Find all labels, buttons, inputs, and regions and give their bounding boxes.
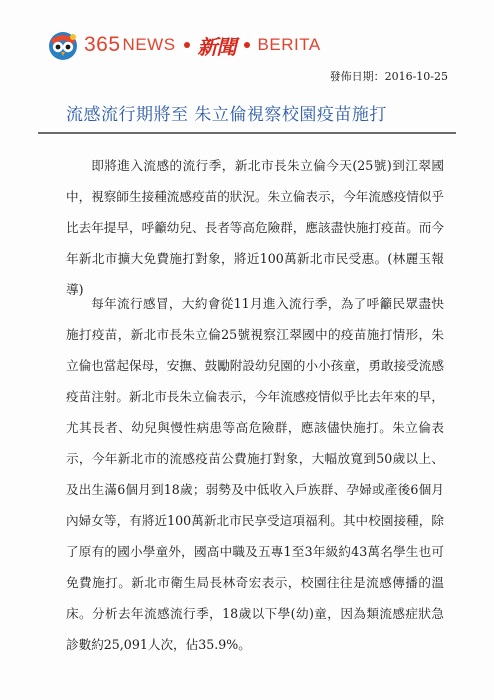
separator-dot <box>184 42 190 48</box>
publish-date: 發佈日期：2016-10-25 <box>329 70 448 83</box>
headline-divider <box>38 132 456 134</box>
brand-news: NEWS <box>122 35 176 54</box>
separator-dot <box>244 42 250 48</box>
masthead <box>46 28 321 62</box>
brand-number: 365 <box>84 33 121 56</box>
article-paragraph: 即將進入流感的流行季，新北市長朱立倫今天(25號)到江翠國中，視察師生接種流感疫苗的狀況。朱立倫表示，今年流感疫情似乎比去年提早，呼籲幼兒、長者等高危險群，應該盡快施打疫苗。而今年新北市擴大免費施打對象，將近100萬新北市民受惠。(林麗玉報導) <box>66 158 444 297</box>
brand-berita: BERITA <box>257 35 321 54</box>
brand-xinwen: 新聞 <box>197 34 236 59</box>
article-headline: 流感流行期將至 朱立倫視察校園疫苗施打 <box>66 105 387 125</box>
article-paragraph: 每年流行感冒，大約會從11月進入流行季，為了呼籲民眾盡快施打疫苗，新北市長朱立倫25號視察江翠國中的疫苗施打情形，朱立倫也當起保母，安撫、鼓勵附設幼兒園的小小孩童，勇敢接受流感疫苗注射。新北市長朱立倫表示，今年流感疫情似乎比去年來的早，尤其長者、幼兒與慢性病患等高危險群，應該儘快施打。朱立倫表示，今年新北市的流感疫苗公費施打對象，大幅放寬到50歲以上、及出生滿6個月到18歲；弱勢及中低收入戶族群、孕婦或產後6個月內婦女等，有將近100萬新北市民享受這項福利。其中校園接種，除了原有的國小學童外，國高中職及五專1至3年級約43萬名學生也可免費施打。新北市衛生局長林奇宏表示，校園往往是流感傳播的溫床。分析去年流感流行季，18歲以下學(幼)童，因為類流感症狀急診數約25,091人次，佔35.9%。 <box>66 296 444 652</box>
owl-mascot-icon <box>46 28 80 62</box>
